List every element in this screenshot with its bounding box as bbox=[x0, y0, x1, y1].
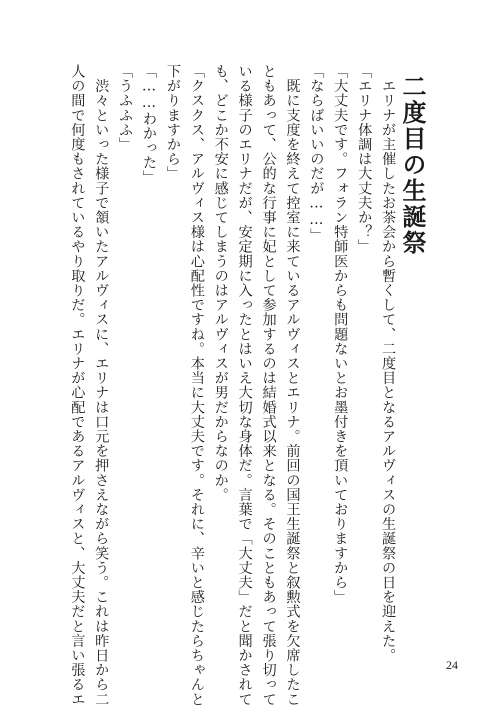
body-line: 「……わかった」 bbox=[141, 64, 158, 185]
body-line: 「ならばいいのだが……」 bbox=[308, 64, 325, 243]
body-line: 既に支度を終えて控室に来ているアルヴィスとエリナ。前回の国王生誕祭と叙勲式を欠席したこ bbox=[284, 64, 301, 707]
body-line: 「うふふふ」 bbox=[117, 64, 134, 152]
body-line: いる様子のエリナだが、安定期に入ったとはいえ大切な身体だ。言葉で「大丈夫」だと聞かされて bbox=[236, 64, 253, 707]
body-line: 渋々といった様子で頷いたアルヴィスに、エリナは口元を押さえながら笑う。これは昨日から二 bbox=[93, 64, 110, 707]
body-line: 下がりますから」 bbox=[164, 64, 181, 181]
body-line: エリナが主催したお茶会から暫くして、二度目となるアルヴィスの生誕祭の日を迎えた。 bbox=[380, 64, 397, 663]
body-line: 「クスクス、アルヴィス様は心配性ですね。本当に大丈夫です。それに、辛いと感じたらちゃんと bbox=[188, 64, 205, 707]
body-line: も、どこか不安に感じてしまうのはアルヴィスが男だからなのか。 bbox=[212, 64, 229, 502]
vertical-text-block bbox=[68, 64, 427, 707]
body-line: 「大丈夫です。フォラン特師医からも問題ないとお墨付きを頂いておりますから」 bbox=[332, 64, 349, 605]
body-line: 人の間で何度もされているやり取りだ。エリナが心配であるアルヴィスと、大丈夫だと言い張るエ bbox=[69, 64, 86, 707]
page-number: 24 bbox=[446, 658, 458, 672]
chapter-title: 二度目の生誕祭 bbox=[398, 74, 427, 256]
body-line: ともあって、公的な行事に妃として参加するのは結婚式以来となる。そのこともあって張り切って bbox=[260, 64, 277, 707]
body-line: 「エリナ体調は大丈夫か？」 bbox=[356, 64, 373, 254]
